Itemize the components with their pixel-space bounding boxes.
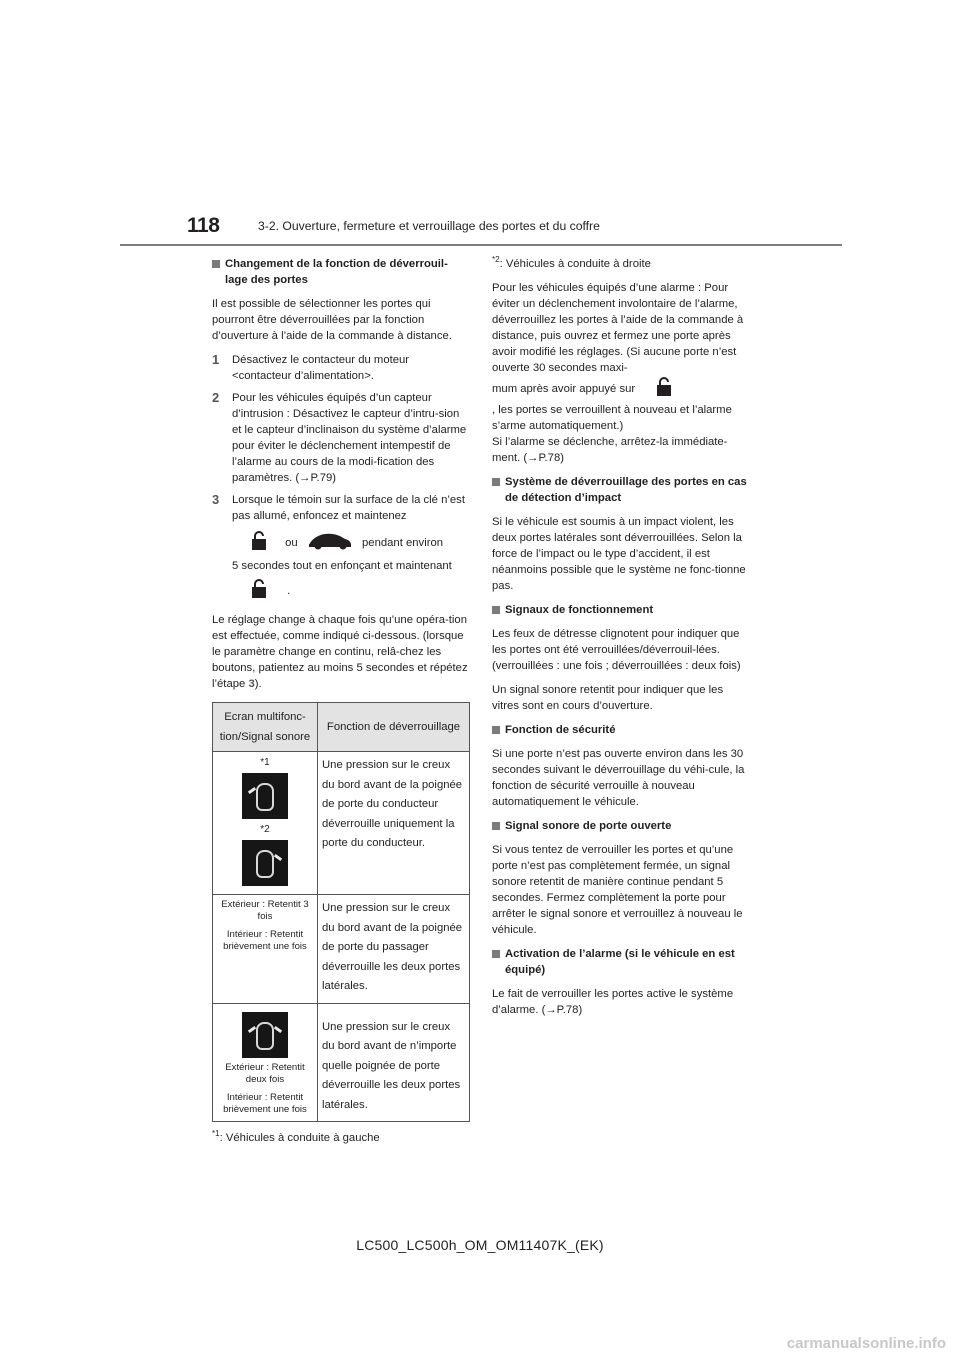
step-1: 1 Désactivez le contacteur du moteur <contacteur d’alimentation>. bbox=[212, 352, 410, 382]
bullet-square-icon bbox=[492, 606, 500, 614]
table-head-right: Fonction de déverrouillage bbox=[318, 703, 470, 752]
subhead-alarm-activation: Activation de l’alarme (si le véhicule en est équipé) bbox=[492, 946, 750, 978]
bullet-square-icon bbox=[492, 950, 500, 958]
car-doors-open-icon bbox=[242, 1012, 288, 1058]
bullet-square-icon bbox=[492, 478, 500, 486]
table-cell-text: Une pression sur le creux du bord avant de la poignée de porte du conducteur déverrouille uniquement la porte du conducteur. bbox=[318, 752, 470, 895]
table-cell-text: Une pression sur le creux du bord avant de la poignée de porte du passager déverrouille les deux portes latérales. bbox=[318, 895, 470, 1004]
bullet-square-icon bbox=[492, 726, 500, 734]
table-head-left: Ecran multifonc-tion/Signal sonore bbox=[213, 703, 318, 752]
table-row: *1 *2 Une pression sur le creux du bord avant de la poignée de porte du conducteur déverrouille uniquement la porte du conducteur. bbox=[213, 752, 470, 895]
setting-change-text: Le réglage change à chaque fois qu’une opéra-tion est effectuée, comme indiqué ci-dessous. (lorsque le paramètre change en continu, relâ-chez les boutons, patientez au moins 5 secondes et répétez l’étape 3). bbox=[212, 614, 468, 690]
intro-text: Il est possible de sélectionner les portes qui pourront être déverrouillées par la fonction d’ouverture à l’aide de la commande à distance. bbox=[212, 298, 452, 342]
unlock-settings-table bbox=[212, 702, 470, 1122]
table-cell-text: Une pression sur le creux du bord avant de n’importe quelle poignée de porte déverrouille les deux portes latérales. bbox=[318, 1003, 470, 1122]
car-driver-door-open-icon bbox=[242, 773, 288, 819]
alarm-stop-text: Si l’alarme se déclenche, arrêtez-la immédiate-ment. (→P.78) bbox=[492, 436, 728, 464]
step-ref: 3 bbox=[248, 678, 255, 690]
lock-icon bbox=[248, 530, 270, 557]
step-2: 2 Pour les véhicules équipés d’un capteur d’intrusion : Désactivez le capteur d’intru-sion et le capteur d’inclinaison du système d’alarme pour éviter le déclenchement intempestif de l’alarme au cours de la modi-fication des paramètres. (→P.79) bbox=[212, 390, 467, 484]
left-column bbox=[212, 256, 470, 1146]
subhead-unlock-function: Changement de la fonction de déverrouil-lage des portes bbox=[212, 256, 470, 288]
alarm-rearm-text: , les portes se verrouillent à nouveau et l’alarme s’arme automatiquement.) bbox=[492, 404, 732, 432]
footnote-2: $^{*2}$: Véhicules à conduite à droite bbox=[492, 255, 651, 270]
lock-icon bbox=[653, 376, 675, 403]
table-row: Extérieur : Retentit 3 fois Intérieur : Retentit brièvement une fois Une pression sur le creux du bord avant de la poignée de porte du passager déverrouille les deux portes latérales. bbox=[213, 895, 470, 1004]
alarm-text: Pour les véhicules équipés d’une alarme : Pour éviter un déclenchement involontaire de l’alarme, déverrouillez les portes à l’aide de la commande à distance, puis ouvrez et fermez une porte après avoir modifié les réglages. (Si aucune porte n’est ouverte 30 secondes maxi- bbox=[492, 282, 744, 374]
alarm-lock-line: mum après avoir appuyé sur bbox=[492, 376, 750, 402]
step3-buttons-line: ou pendant environ bbox=[248, 530, 470, 558]
subhead-signals: Signaux de fonctionnement bbox=[492, 602, 750, 618]
watermark: carmanualsonline.info bbox=[786, 1335, 946, 1352]
table-row: Extérieur : Retentit deux fois Intérieur : Retentit brièvement une fois Une pression sur le creux du bord avant de n’importe quelle poignée de porte déverrouille les deux portes latérales. bbox=[213, 1003, 470, 1122]
footer-code: LC500_LC500h_OM_OM11407K_(EK) bbox=[356, 1237, 604, 1253]
page-header bbox=[120, 212, 842, 246]
bullet-square-icon bbox=[212, 260, 220, 268]
subhead-security: Fonction de sécurité bbox=[492, 722, 750, 738]
page-number: 118 bbox=[187, 214, 220, 237]
header-rule bbox=[120, 244, 842, 246]
section-title: 3-2. Ouverture, fermeture et verrouillage des portes et du coffre bbox=[258, 219, 600, 233]
car-driver-door-open-icon bbox=[242, 840, 288, 886]
right-column: $^{*2}$: Véhicules à conduite à droite Pour les véhicules équipés d’une alarme : Pour éviter un déclenchement involontaire de l’alarme, déverrouillez les portes à l’aide de la commande à distance, puis ouvrez et fermez une porte après avoir modifié les réglages. (Si aucune porte n’est ouverte 30 secondes maxi- mum après avoir appuyé sur , les portes se verrouillent à nouveau et l’alarme s’arme automatiquement.) Si l’alarme se déclenche, arrêtez-la immédiate-ment. (→P.78) Système de déverrouillage des portes en cas de détection d’impact Si le véhicule est soumis à un impact violent, les deux portes latérales sont déverrouillées. Selon la force de l’impact ou le type d’accident, il est néanmoins possible que le système ne fonc-tionne pas. Signaux de fonctionnement Les feux de détresse clignotent pour indiquer que les portes ont été verrouillées/déverrouil-lées. (verrouillées : une fois ; déverrouillées : deux fois) Un signal sonore retentit pour indiquer que les vitres sont en cours d’ouverture. Fonction de sécurité Si une porte n’est pas ouverte environ dans les 30 secondes suivant le déverrouillage du véhi-cule, la fonction de sécurité verrouille à nouveau automatiquement le véhicule. Signal sonore de porte ouverte Si vous tentez de verrouiller les portes et qu’une porte n’est pas complètement fermée, un signal sonore retentit de manière continue pendant 5 secondes. Fermez complètement la porte pour arrêter le signal sonore et verrouillez à nouveau le véhicule. Activation de l’alarme (si le véhicule en est équipé) Le fait de verrouiller les portes active le système d’alarme. (→P.78) bbox=[492, 256, 750, 1026]
car-trunk-icon bbox=[307, 531, 353, 556]
footnote-1: $^{*1}$: Véhicules à conduite à gauche bbox=[212, 1129, 380, 1144]
bullet-square-icon bbox=[492, 822, 500, 830]
step3-continuation: 5 secondes tout en enfonçant et maintenant bbox=[232, 560, 452, 572]
subhead-door-open-buzzer: Signal sonore de porte ouverte bbox=[492, 818, 750, 834]
step3-lock-line: . bbox=[248, 578, 470, 606]
step-3: 3 Lorsque le témoin sur la surface de la clé n’est pas allumé, enfoncez et maintenez bbox=[212, 492, 465, 522]
lock-icon bbox=[248, 578, 270, 605]
subhead-impact-unlock: Système de déverrouillage des portes en cas de détection d’impact bbox=[492, 474, 750, 506]
